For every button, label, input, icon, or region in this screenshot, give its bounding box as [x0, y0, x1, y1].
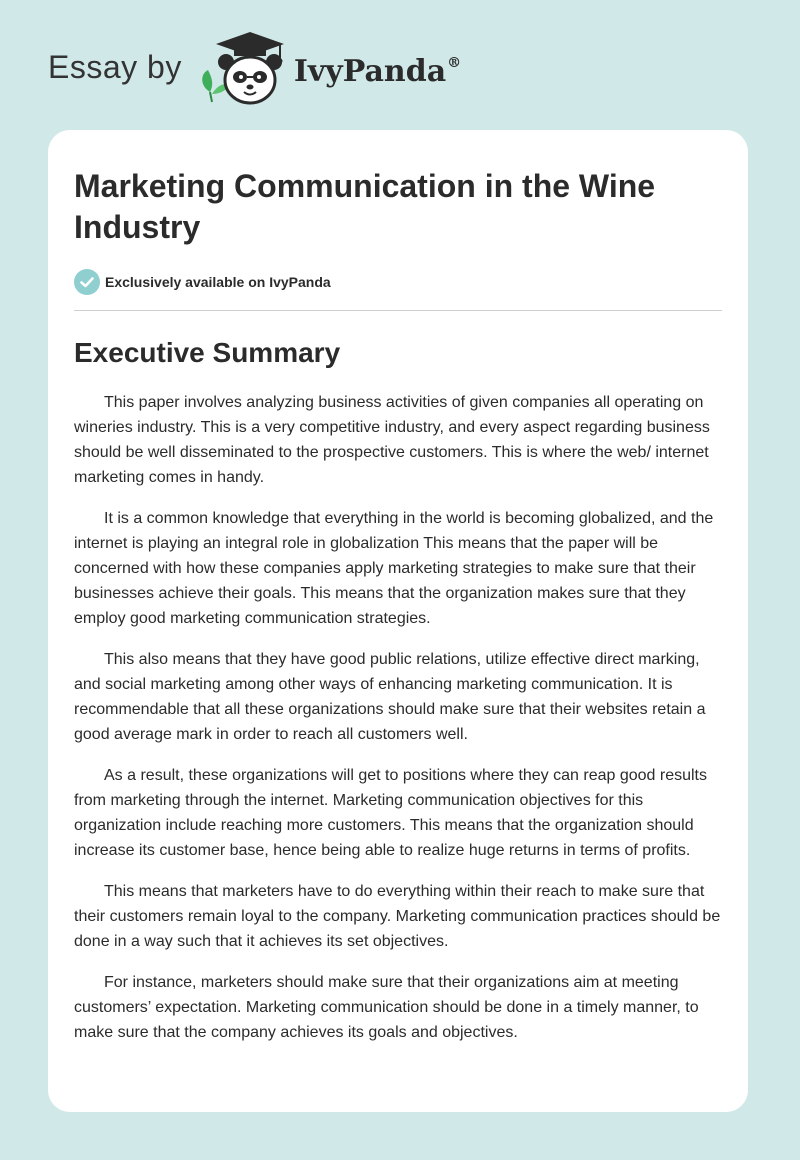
- brand-header: [48, 30, 461, 110]
- header-divider: [74, 310, 722, 311]
- brand-prefix: Essay by: [48, 48, 182, 85]
- essay-title: Marketing Communication in the Wine Industry: [74, 168, 656, 245]
- paragraph: For instance, marketers should make sure that their organizations aim at meeting customers’ expectation. Marketing communication should be done in a timely manner, to make sure that the company achieves its goals and objectives.: [74, 974, 699, 1041]
- paragraph: This means that marketers have to do everything within their reach to make sure that their customers remain loyal to the company. Marketing communication practices should be done in a way such that it achieves its set objectives.: [74, 883, 721, 950]
- essay-card: [48, 130, 748, 1112]
- paragraph: This also means that they have good public relations, utilize effective direct marking, and social marketing among other ways of enhancing marketing communication. It is recommendable that all these organizations should make sure that their websites retain a good average mark in order to reach all customers well.: [74, 651, 706, 743]
- exclusive-badge: [74, 269, 722, 295]
- panda-graduate-icon: [196, 30, 288, 110]
- brand-name: IvyPanda®: [293, 53, 462, 89]
- paragraph: As a result, these organizations will get to positions where they can reap good results from marketing through the internet. Marketing communication objectives for this organization include reaching more customers. This means that the organization should increase its customer base, hence being able to realize huge returns in terms of profits.: [74, 767, 707, 859]
- exclusive-badge-label: Exclusively available on IvyPanda: [105, 274, 331, 290]
- registered-mark: ®: [447, 54, 462, 71]
- paragraph: It is a common knowledge that everything in the world is becoming globalized, and the internet is playing an integral role in globalization This means that the paper will be concerned with how these companies apply marketing strategies to make sure that their businesses achieve their goals. This means that the organization makes sure that they employ good marketing communication strategies.: [74, 510, 714, 627]
- paragraph: This paper involves analyzing business activities of given companies all operating on wineries industry. This is a very competitive industry, and every aspect regarding business should be well disseminated to the prospective customers. This is where the web/ internet marketing comes in handy.: [74, 394, 710, 486]
- check-circle-icon: [74, 269, 100, 295]
- section-title: Executive Summary: [74, 337, 341, 368]
